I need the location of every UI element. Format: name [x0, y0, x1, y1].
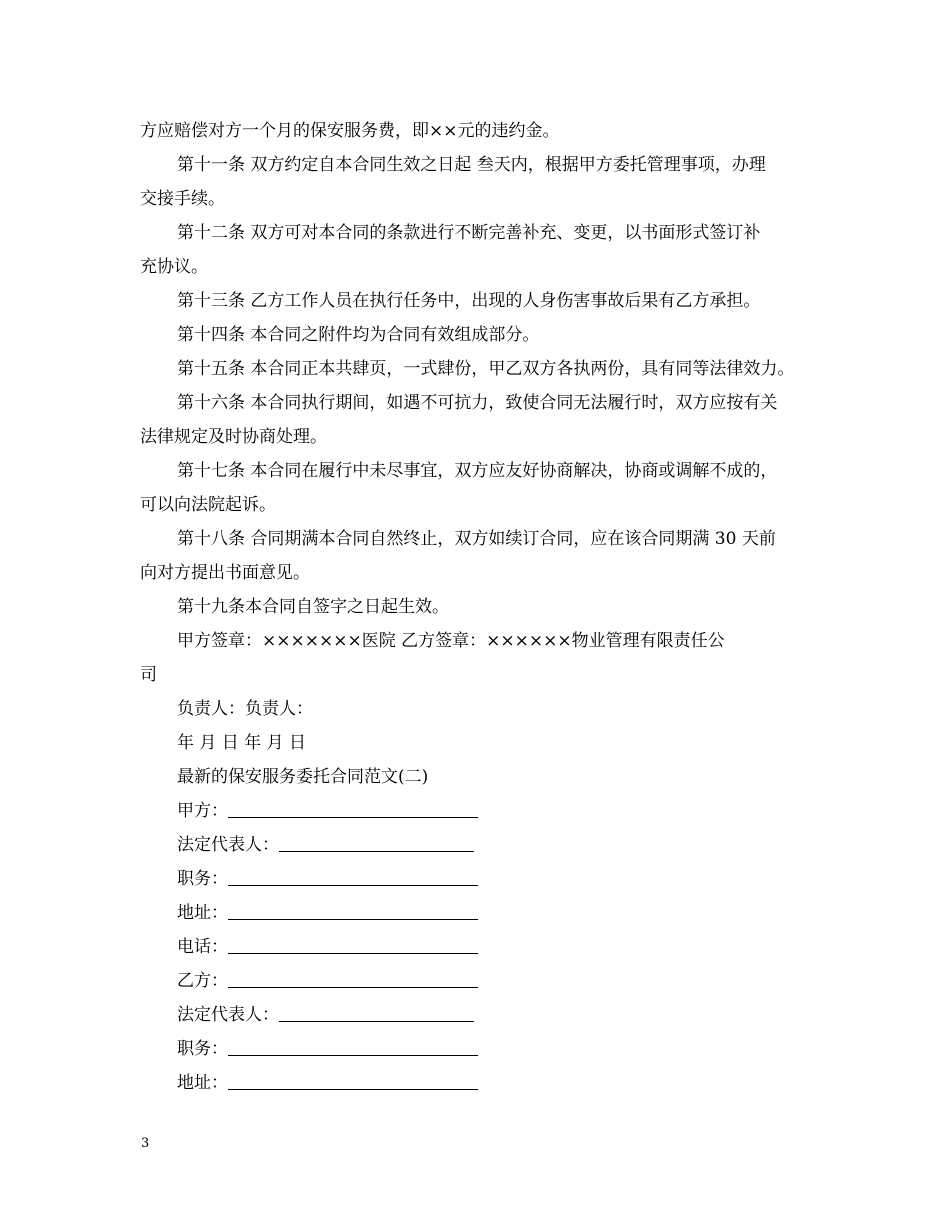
- text-line: 充协议。: [140, 257, 208, 277]
- text-line: 年 月 日 年 月 日: [177, 733, 307, 753]
- form-field-label: 职务：: [177, 869, 228, 889]
- form-field-blank-line: [279, 833, 474, 852]
- text-line: 第十六条 本合同执行期间，如遇不可抗力，致使合同无法履行时，双方应按有关: [177, 393, 778, 413]
- text-line: 第十三条 乙方工作人员在执行任务中，出现的人身伤害事故后果有乙方承担。: [177, 291, 761, 311]
- form-field-blank-line: [228, 969, 478, 988]
- form-field-label: 地址：: [177, 903, 228, 923]
- text-line: 第十九条本合同自签字之日起生效。: [177, 597, 449, 617]
- form-field-row: [140, 998, 815, 1032]
- text-line: 第十一条 双方约定自本合同生效之日起 叁天内，根据甲方委托管理事项，办理: [177, 155, 766, 175]
- form-field-blank-line: [228, 1071, 478, 1090]
- text-line: 第十七条 本合同在履行中未尽事宜，双方应友好协商解决，协商或调解不成的，: [177, 461, 778, 481]
- form-field-row: [140, 930, 815, 964]
- text-line: 甲方签章：×××××××医院 乙方签章：××××××物业管理有限责任公: [177, 631, 725, 651]
- text-line: 法律规定及时协商处理。: [140, 427, 327, 447]
- text-line: 司: [140, 665, 157, 685]
- form-field-label: 法定代表人：: [177, 835, 279, 855]
- page-number: 3: [141, 1136, 150, 1151]
- text-line: 方应赔偿对方一个月的保安服务费，即××元的违约金。: [140, 121, 560, 141]
- form-field-blank-line: [228, 901, 478, 920]
- form-field-blank-line: [279, 1003, 474, 1022]
- form-field-row: [140, 1066, 815, 1100]
- form-field-row: [140, 964, 815, 998]
- form-field-row: [140, 862, 815, 896]
- text-line: 向对方提出书面意见。: [140, 563, 310, 583]
- form-field-blank-line: [228, 799, 478, 818]
- document-body: [140, 114, 815, 1100]
- text-line: 第十四条 本合同之附件均为合同有效组成部分。: [177, 325, 540, 345]
- form-field-blank-line: [228, 935, 478, 954]
- form-field-label: 乙方：: [177, 971, 228, 991]
- form-field-row: [140, 828, 815, 862]
- form-field-label: 地址：: [177, 1073, 228, 1093]
- form-field-label: 法定代表人：: [177, 1005, 279, 1025]
- form-field-row: [140, 794, 815, 828]
- form-field-label: 甲方：: [177, 801, 228, 821]
- form-field-blank-line: [228, 867, 478, 886]
- form-field-row: [140, 1032, 815, 1066]
- form-field-blank-line: [228, 1037, 478, 1056]
- text-line: 最新的保安服务委托合同范文(二): [177, 767, 429, 787]
- text-line: 第十八条 合同期满本合同自然终止，双方如续订合同，应在该合同期满 30 天前: [177, 529, 776, 549]
- text-line: 负责人：负责人：: [177, 699, 313, 719]
- form-field-label: 电话：: [177, 937, 228, 957]
- text-line: 交接手续。: [140, 189, 225, 209]
- text-line: 第十五条 本合同正本共肆页，一式肆份，甲乙双方各执两份，具有同等法律效力。: [177, 359, 795, 379]
- text-line: 第十二条 双方可对本合同的条款进行不断完善补充、变更，以书面形式签订补: [177, 223, 761, 243]
- text-line: 可以向法院起诉。: [140, 495, 276, 515]
- form-field-label: 职务：: [177, 1039, 228, 1059]
- form-field-row: [140, 896, 815, 930]
